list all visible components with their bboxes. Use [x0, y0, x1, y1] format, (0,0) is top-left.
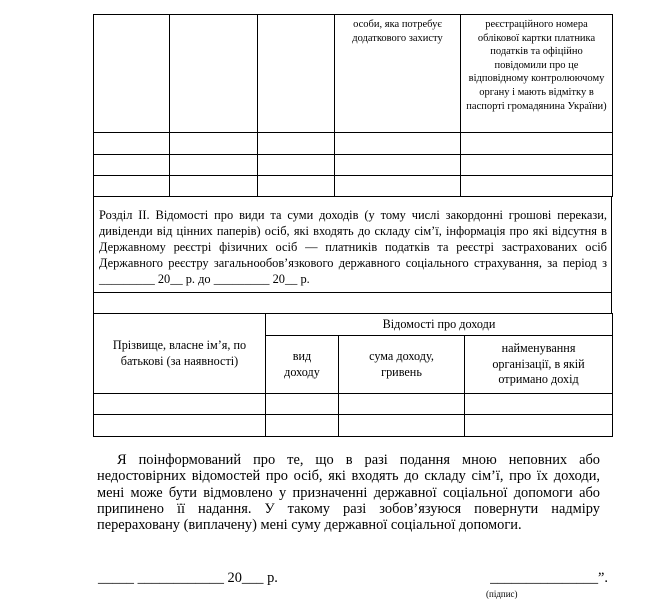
family-members-table — [93, 14, 613, 197]
table-cell[interactable] — [94, 394, 266, 415]
income-sum-header: сума доходу, гривень — [339, 336, 465, 394]
section-2-table — [93, 196, 612, 314]
income-info-header: Відомості про доходи — [266, 314, 613, 336]
header-cell-1 — [94, 15, 170, 133]
table-cell[interactable] — [339, 394, 465, 415]
name-column-header: Прізвище, власне ім’я, по батькові (за наявності) — [94, 314, 266, 394]
table-cell[interactable] — [461, 155, 613, 176]
income-type-header: вид доходу — [266, 336, 339, 394]
table-cell[interactable] — [465, 394, 613, 415]
table-cell[interactable] — [461, 176, 613, 197]
table-row — [94, 133, 613, 155]
table-header-row — [94, 15, 613, 133]
income-header-row — [94, 314, 613, 336]
signature-field[interactable]: _______________”. — [490, 570, 608, 586]
table-cell[interactable] — [335, 176, 461, 197]
table-cell[interactable] — [258, 155, 335, 176]
table-row — [94, 176, 613, 197]
table-row — [94, 394, 613, 415]
organization-header: найменування організації, в якій отримано дохід — [465, 336, 613, 394]
table-cell[interactable] — [94, 133, 170, 155]
table-cell[interactable] — [94, 415, 266, 437]
header-cell-2 — [170, 15, 258, 133]
table-cell[interactable] — [170, 155, 258, 176]
income-table — [93, 313, 613, 437]
table-cell[interactable] — [94, 155, 170, 176]
date-field[interactable]: _____ ____________ 20___ р. — [98, 570, 278, 586]
table-cell[interactable] — [266, 415, 339, 437]
signature-line — [98, 569, 608, 587]
section-2-blank-row[interactable] — [94, 293, 612, 314]
table-cell[interactable] — [170, 133, 258, 155]
statement-text: Я поінформований про те, що в разі подання мною неповних або недостовірних відомостей про осіб, які входять до складу сім’ї, про їх доходи, мені може бути відмовлено у призначенні державної соціальної допомоги або припинено її надання. У такому разі зобов’язуюся повернути надміру перераховану (виплачену) мені суму державної соціальної допомоги. — [97, 452, 600, 534]
table-row — [94, 155, 613, 176]
table-cell[interactable] — [266, 394, 339, 415]
section-2-heading: Розділ ІІ. Відомості про види та суми доходів (у тому числі закордонні грошові перекази, дивіденди від цінних паперів) осіб, які входять до складу сім’ї, інформація про які відсутня в Державному реєстрі фізичних осіб — платників податків та реєстрі застрахованих осіб Державного реєстру загальнообов’язкового державного соціального страхування, за період з _________ 20__ р. до _________ 20__ р. — [94, 197, 612, 293]
protection-header-cell: особи, яка потребує додаткового захисту — [335, 15, 461, 133]
table-cell[interactable] — [258, 133, 335, 155]
table-row — [94, 415, 613, 437]
table-cell[interactable] — [335, 133, 461, 155]
table-cell[interactable] — [335, 155, 461, 176]
table-cell[interactable] — [461, 133, 613, 155]
tax-number-header-cell: реєстраційного номера облікової картки платника податків та офіційно повідомили про це відповідному контролюючому органу і мають відмітку в паспорті громадянина України) — [461, 15, 613, 133]
table-cell[interactable] — [258, 176, 335, 197]
table-cell[interactable] — [339, 415, 465, 437]
statement-paragraph — [97, 452, 600, 533]
table-cell[interactable] — [170, 176, 258, 197]
table-cell[interactable] — [94, 176, 170, 197]
signature-label: (підпис) — [486, 589, 518, 599]
table-cell[interactable] — [465, 415, 613, 437]
header-cell-3 — [258, 15, 335, 133]
